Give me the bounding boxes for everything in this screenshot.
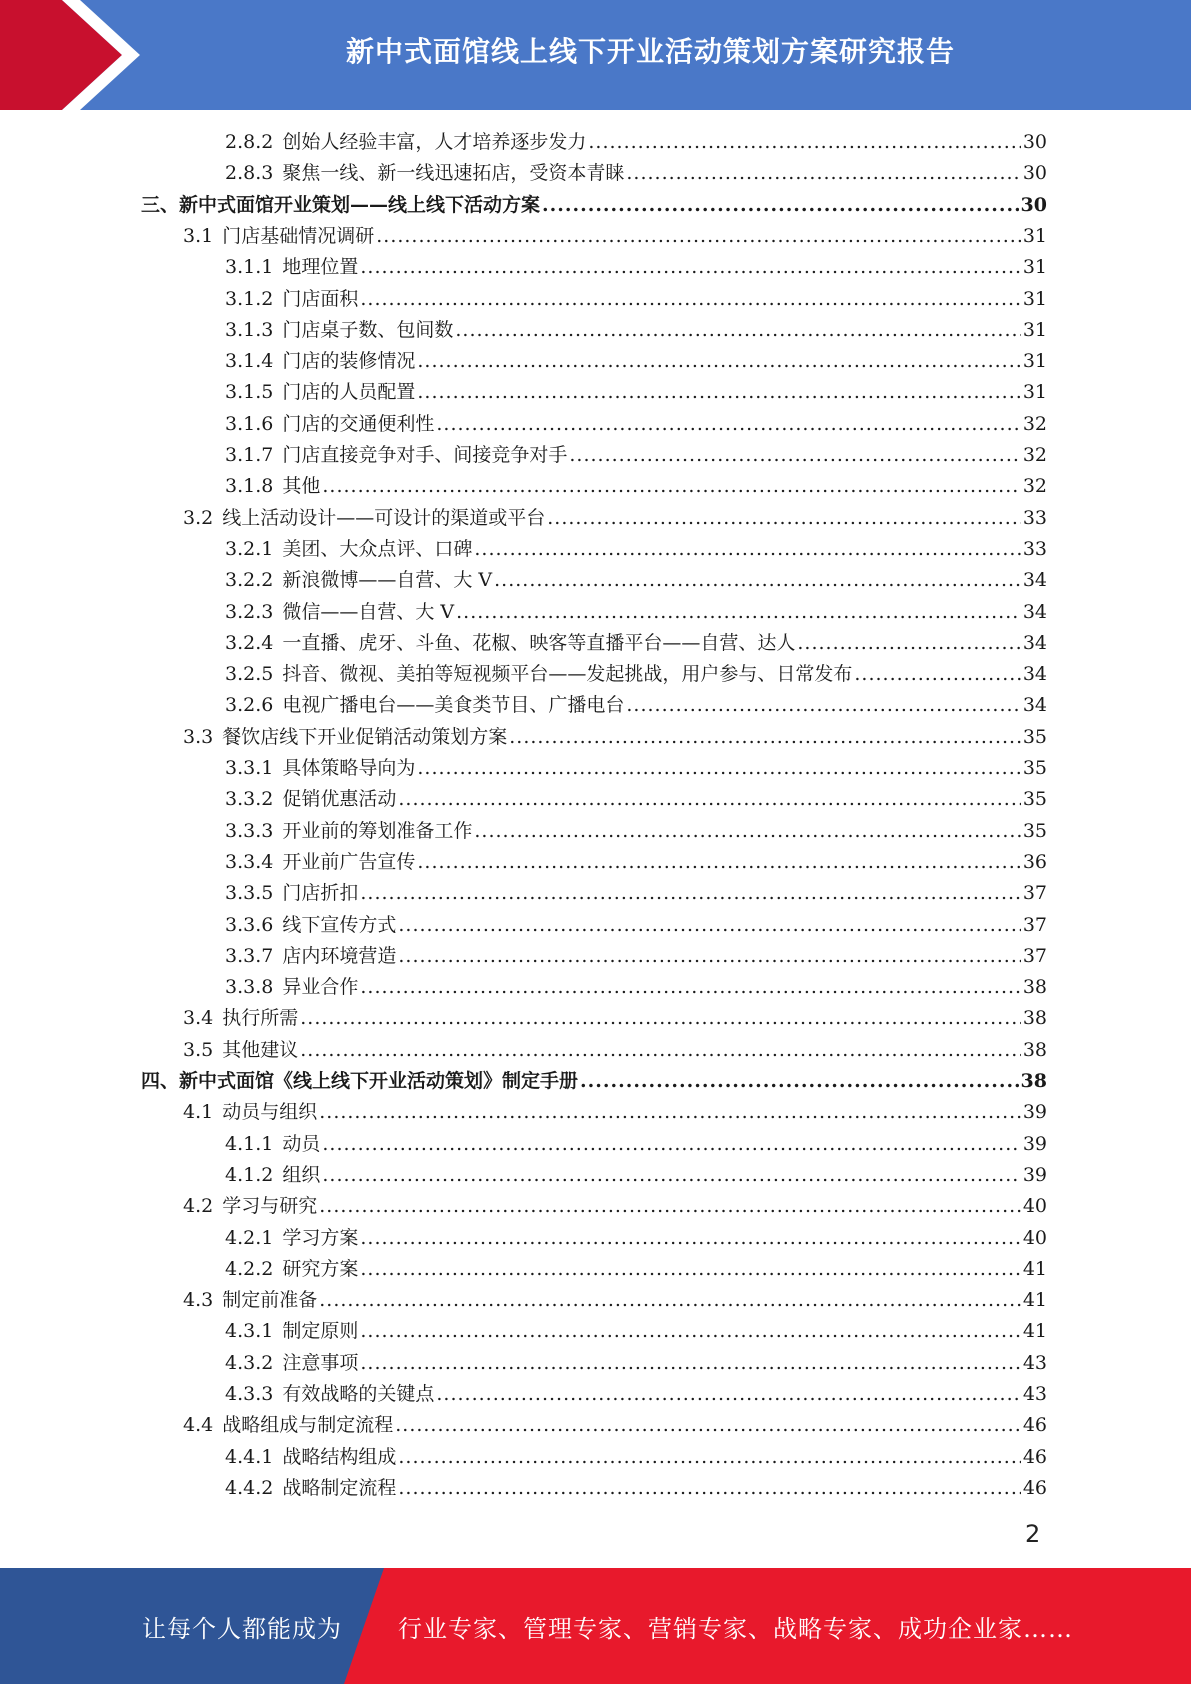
toc-entry-number: 3.3 [183,725,214,748]
toc-entry[interactable] [0,878,1191,909]
toc-entry-title: 聚焦一线、新一线迅速拓店，受资本青睐 [282,162,625,185]
toc-entry-page: 32 [1022,475,1047,498]
toc-entry-number: 2.8.2 [225,131,274,153]
toc-entry[interactable] [0,565,1191,596]
toc-entry-title: 门店的装修情况 [282,350,416,373]
toc-entry-number: 3.4 [183,1007,214,1030]
toc-entry[interactable] [0,503,1191,534]
toc-entry[interactable] [0,1066,1191,1097]
toc-entry-title: 四、新中式面馆《线上线下开业活动策划》制定手册 [141,1070,579,1092]
toc-entry[interactable] [0,471,1191,502]
toc-entry-page: 46 [1022,1414,1047,1437]
toc-entry-label [225,753,415,784]
toc-entry[interactable] [0,409,1191,440]
toc-entry-label [225,1379,434,1410]
toc-entry-page: 38 [1020,1070,1047,1092]
toc-entry-label [225,1160,320,1191]
toc-entry[interactable] [0,1223,1191,1254]
toc-entry[interactable] [0,1254,1191,1285]
toc-entry-page: 39 [1022,1132,1047,1155]
toc-dot-leader [417,346,1020,377]
toc-entry-title: 电视广播电台——美食类节目、广播电台 [282,694,625,717]
toc-entry-label [183,221,374,252]
toc-entry-label [225,910,396,941]
toc-entry[interactable] [0,377,1191,408]
toc-entry[interactable] [0,315,1191,346]
toc-entry[interactable] [0,722,1191,753]
toc-entry-title: 门店直接竞争对手、间接竞争对手 [282,444,568,466]
toc-entry-title: 具体策略导向为 [282,757,416,779]
toc-entry-page: 33 [1022,506,1047,529]
footer-slogan-right: 行业专家、管理专家、营销专家、战略专家、成功企业家…… [398,1614,1073,1643]
toc-entry-page: 32 [1022,444,1047,466]
toc-entry-number: 3.2.4 [225,631,274,654]
toc-dot-leader [360,972,1020,1003]
toc-entry-number: 4.2 [183,1195,214,1218]
toc-dot-leader [569,440,1020,471]
toc-entry-label [183,503,545,534]
toc-dot-leader [494,565,1021,596]
toc-entry-number: 3.1.6 [225,412,274,435]
toc-entry-title: 门店折扣 [282,882,359,905]
toc-entry-page: 41 [1022,1257,1047,1280]
toc-entry[interactable] [0,1097,1191,1128]
toc-entry-label [225,1442,396,1473]
toc-dot-leader [360,252,1020,283]
toc-entry-page: 34 [1022,631,1047,654]
toc-entry-number: 3.1.4 [225,350,274,373]
toc-dot-leader [580,1066,1019,1097]
toc-entry-page: 35 [1022,819,1047,842]
toc-entry-number: 3.3.1 [225,757,274,779]
footer-slogan-left: 让每个人都能成为 [142,1614,342,1643]
toc-entry-page: 34 [1022,600,1047,623]
report-title: 新中式面馆线上线下开业活动策划方案研究报告 [345,35,955,68]
toc-entry-page: 31 [1022,350,1047,373]
toc-entry-page: 34 [1022,569,1047,592]
toc-entry-page: 39 [1022,1163,1047,1186]
toc-entry-title: 制定前准备 [222,1289,318,1312]
toc-entry-title: 门店的人员配置 [282,381,416,404]
toc-entry[interactable] [0,941,1191,972]
toc-dot-leader [300,1003,1021,1034]
toc-dot-leader [319,1191,1021,1222]
toc-entry-number: 3.3.2 [225,788,274,811]
toc-entry-label [225,847,415,878]
toc-entry-number: 3.5 [183,1038,214,1061]
toc-entry-number: 4.3 [183,1289,214,1312]
toc-entry[interactable] [0,127,1191,158]
toc-entry[interactable] [0,1379,1191,1410]
toc-dot-leader [360,284,1020,315]
toc-entry-number: 4.3.3 [225,1383,274,1405]
toc-entry[interactable] [0,1316,1191,1347]
toc-dot-leader [398,784,1020,815]
toc-entry-label [225,127,586,158]
toc-entry-title: 抖音、微视、美拍等短视频平台——发起挑战，用户参与、日常发布 [282,663,853,686]
toc-entry[interactable] [0,190,1191,221]
toc-dot-leader [626,158,1020,189]
toc-entry-label [225,816,472,847]
toc-entry-page: 43 [1022,1383,1047,1405]
toc-entry-page: 37 [1022,913,1047,936]
toc-dot-leader [360,1254,1020,1285]
toc-entry[interactable] [0,972,1191,1003]
toc-entry-title: 开业前的筹划准备工作 [282,819,473,842]
toc-entry[interactable] [0,753,1191,784]
toc-dot-leader [360,1223,1020,1254]
toc-entry[interactable] [0,690,1191,721]
toc-dot-leader [360,1348,1020,1379]
toc-entry-page: 43 [1022,1351,1047,1374]
toc-dot-leader [319,1285,1021,1316]
toc-entry[interactable] [0,1160,1191,1191]
toc-entry[interactable] [0,346,1191,377]
toc-entry[interactable] [0,1410,1191,1441]
toc-entry-page: 30 [1022,131,1047,153]
toc-entry-title: 店内环境营造 [282,944,397,967]
toc-entry-title: 执行所需 [222,1007,299,1030]
toc-entry-title: 门店基础情况调研 [222,224,375,247]
toc-dot-leader [322,471,1020,502]
toc-entry-number: 3.3.6 [225,913,274,936]
toc-entry-title: 动员 [282,1132,321,1155]
toc-dot-leader [395,1410,1021,1441]
toc-dot-leader [360,878,1020,909]
toc-entry-page: 46 [1022,1445,1047,1468]
toc-entry-number: 3.3.7 [225,944,274,967]
toc-entry-label [225,346,415,377]
toc-entry-title: 研究方案 [282,1257,359,1280]
toc-entry-label [225,1348,358,1379]
toc-entry-page: 34 [1022,694,1047,717]
toc-entry-number: 4.3.2 [225,1351,274,1374]
toc-dot-leader [360,1316,1020,1347]
toc-entry-title: 动员与组织 [222,1101,318,1124]
toc-dot-leader [398,941,1020,972]
toc-entry-number: 3.1.3 [225,318,274,341]
toc-dot-leader [398,1442,1020,1473]
toc-entry-page: 30 [1022,162,1047,185]
toc-entry-page: 40 [1022,1195,1047,1218]
toc-entry-number: 4.1 [183,1101,214,1124]
toc-dot-leader [376,221,1021,252]
toc-entry[interactable] [0,784,1191,815]
toc-entry-number: 3.1.8 [225,475,274,498]
toc-entry-title: 门店桌子数、包间数 [282,318,454,341]
toc-entry[interactable] [0,659,1191,690]
toc-entry-title: 制定原则 [282,1320,359,1343]
toc-entry-title: 新浪微博——自营、大 V [282,569,493,592]
toc-entry-number: 3.1.5 [225,381,274,404]
toc-entry-number: 3.2 [183,506,214,529]
toc-entry-title: 有效战略的关键点 [282,1383,435,1405]
toc-entry-page: 35 [1022,757,1047,779]
toc-entry-number: 3.1 [183,224,214,247]
toc-dot-leader [456,597,1021,628]
toc-entry-page: 38 [1022,1007,1047,1030]
page-number: 2 [1025,1520,1041,1548]
toc-entry-label [225,878,358,909]
toc-entry-label [225,565,492,596]
toc-entry-title: 开业前广告宣传 [282,850,416,873]
toc-dot-leader [436,1379,1020,1410]
toc-entry[interactable] [0,534,1191,565]
toc-entry-title: 线下宣传方式 [282,913,397,936]
toc-entry-label [183,1191,317,1222]
toc-entry-label [225,534,472,565]
toc-entry-title: 美团、大众点评、口碑 [282,537,473,560]
toc-entry-title: 战略制定流程 [282,1476,397,1499]
toc-dot-leader [854,659,1020,690]
toc-entry-number: 3.2.6 [225,694,274,717]
toc-dot-leader [322,1160,1020,1191]
toc-entry-page: 41 [1022,1320,1047,1343]
toc-entry-number: 3.3.5 [225,882,274,905]
toc-dot-leader [398,910,1020,941]
toc-entry-label [225,1254,358,1285]
toc-entry[interactable] [0,1442,1191,1473]
toc-entry-number: 4.4.2 [225,1476,274,1499]
page-footer [0,1568,1191,1684]
toc-entry-number: 3.3.4 [225,850,274,873]
toc-entry-label [225,440,567,471]
toc-entry-number: 3.3.8 [225,976,274,999]
toc-entry-title: 注意事项 [282,1351,359,1374]
toc-entry-page: 36 [1022,850,1047,873]
toc-entry-page: 31 [1022,256,1047,279]
toc-dot-leader [474,534,1020,565]
toc-entry-title: 一直播、虎牙、斗鱼、花椒、映客等直播平台——自营、达人 [282,631,796,654]
toc-entry-label [225,941,396,972]
toc-entry[interactable] [0,440,1191,471]
toc-entry-page: 41 [1022,1289,1047,1312]
toc-entry[interactable] [0,1348,1191,1379]
toc-entry[interactable] [0,284,1191,315]
toc-entry-page: 37 [1022,882,1047,905]
toc-entry-title: 战略结构组成 [282,1445,397,1468]
toc-entry-number: 3.2.2 [225,569,274,592]
toc-entry-page: 31 [1022,381,1047,404]
toc-entry-label [183,1003,298,1034]
toc-entry-title: 学习方案 [282,1226,359,1249]
toc-entry-page: 35 [1022,725,1047,748]
toc-entry-page: 37 [1022,944,1047,967]
toc-entry[interactable] [0,816,1191,847]
toc-entry-page: 31 [1022,318,1047,341]
toc-entry-label [225,972,358,1003]
toc-entry-title: 学习与研究 [222,1195,318,1218]
toc-dot-leader [417,753,1020,784]
toc-entry-number: 3.2.3 [225,600,274,623]
toc-entry[interactable] [0,628,1191,659]
toc-entry-label [225,315,453,346]
toc-entry-title: 门店的交通便利性 [282,412,435,435]
toc-entry-number: 3.3.3 [225,819,274,842]
toc-dot-leader [455,315,1020,346]
toc-entry-label [225,409,434,440]
toc-entry-label [183,1097,317,1128]
toc-dot-leader [797,628,1020,659]
toc-entry[interactable] [0,1191,1191,1222]
toc-entry-number: 4.3.1 [225,1320,274,1343]
toc-entry-label [225,690,624,721]
toc-entry-label [225,1129,320,1160]
toc-entry-label [225,1473,396,1504]
toc-entry-label [225,659,852,690]
toc-entry-number: 3.2.5 [225,663,274,686]
toc-dot-leader [417,377,1020,408]
toc-dot-leader [319,1097,1021,1128]
toc-entry-title: 促销优惠活动 [282,788,397,811]
toc-entry-number: 3.1.2 [225,287,274,310]
toc-entry-number: 3.2.1 [225,537,274,560]
toc-entry-number: 3.1.7 [225,444,274,466]
toc-entry-title: 其他建议 [222,1038,299,1061]
toc-dot-leader [300,1035,1021,1066]
toc-entry-number: 4.2.1 [225,1226,274,1249]
toc-entry[interactable] [0,252,1191,283]
toc-entry-label [225,471,320,502]
toc-entry-number: 4.1.1 [225,1132,274,1155]
toc-entry-title: 其他 [282,475,321,498]
toc-dot-leader [436,409,1020,440]
toc-entry-page: 31 [1022,287,1047,310]
toc-entry-page: 32 [1022,412,1047,435]
toc-entry-label [183,1035,298,1066]
toc-entry-page: 40 [1022,1226,1047,1249]
toc-entry-label [225,1223,358,1254]
toc-entry-page: 33 [1022,537,1047,560]
toc-entry-label [225,628,795,659]
toc-entry[interactable] [0,1035,1191,1066]
toc-dot-leader [626,690,1020,721]
toc-entry-title: 餐饮店线下开业促销活动策划方案 [222,725,508,748]
toc-entry-number: 4.1.2 [225,1163,274,1186]
toc-dot-leader [398,1473,1020,1504]
toc-entry-label [225,597,454,628]
toc-entry-label [183,722,507,753]
toc-entry-page: 31 [1022,224,1047,247]
toc-entry[interactable] [0,910,1191,941]
toc-entry-number: 4.4 [183,1414,214,1437]
toc-entry[interactable] [0,1473,1191,1504]
toc-entry-title: 线上活动设计——可设计的渠道或平台 [222,506,546,529]
toc-entry-label [183,1410,393,1441]
toc-dot-leader [588,127,1020,158]
toc-entry-number: 4.2.2 [225,1257,274,1280]
toc-entry-title: 战略组成与制定流程 [222,1414,394,1437]
toc-dot-leader [322,1129,1020,1160]
toc-entry[interactable] [0,158,1191,189]
toc-entry-page: 34 [1022,663,1047,686]
toc-entry-page: 39 [1022,1101,1047,1124]
toc-entry-title: 地理位置 [282,256,359,279]
toc-entry[interactable] [0,1285,1191,1316]
page-header [0,0,1191,110]
toc-entry-label [225,284,358,315]
toc-dot-leader [509,722,1021,753]
toc-entry-page: 46 [1022,1476,1047,1499]
toc-entry-label [225,377,415,408]
toc-entry-title: 微信——自营、大 V [282,600,455,623]
toc-entry-page: 38 [1022,976,1047,999]
toc-dot-leader [542,190,1019,221]
toc-entry[interactable] [0,1003,1191,1034]
toc-entry-page: 30 [1020,193,1047,216]
toc-entry-label [141,190,540,221]
toc-entry-title: 组织 [282,1163,321,1186]
toc-entry-page: 35 [1022,788,1047,811]
toc-entry-label [225,252,358,283]
toc-entry[interactable] [0,597,1191,628]
toc-entry-label [225,784,396,815]
toc-entry-label [225,158,624,189]
toc-dot-leader [474,816,1020,847]
toc-entry-title: 异业合作 [282,976,359,999]
toc-entry-label [225,1316,358,1347]
toc-entry[interactable] [0,1129,1191,1160]
toc-entry-title: 创始人经验丰富，人才培养逐步发力 [282,131,587,153]
toc-entry-number: 3.1.1 [225,256,274,279]
toc-dot-leader [547,503,1021,534]
toc-entry-number: 2.8.3 [225,162,274,185]
toc-entry-title: 三、新中式面馆开业策划——线上线下活动方案 [141,193,541,216]
toc-entry-page: 38 [1022,1038,1047,1061]
toc-entry-title: 门店面积 [282,287,359,310]
toc-entry-label [141,1066,578,1097]
toc-entry[interactable] [0,847,1191,878]
toc-entry-label [183,1285,317,1316]
toc-entry-number: 4.4.1 [225,1445,274,1468]
toc-entry[interactable] [0,221,1191,252]
toc-dot-leader [417,847,1020,878]
